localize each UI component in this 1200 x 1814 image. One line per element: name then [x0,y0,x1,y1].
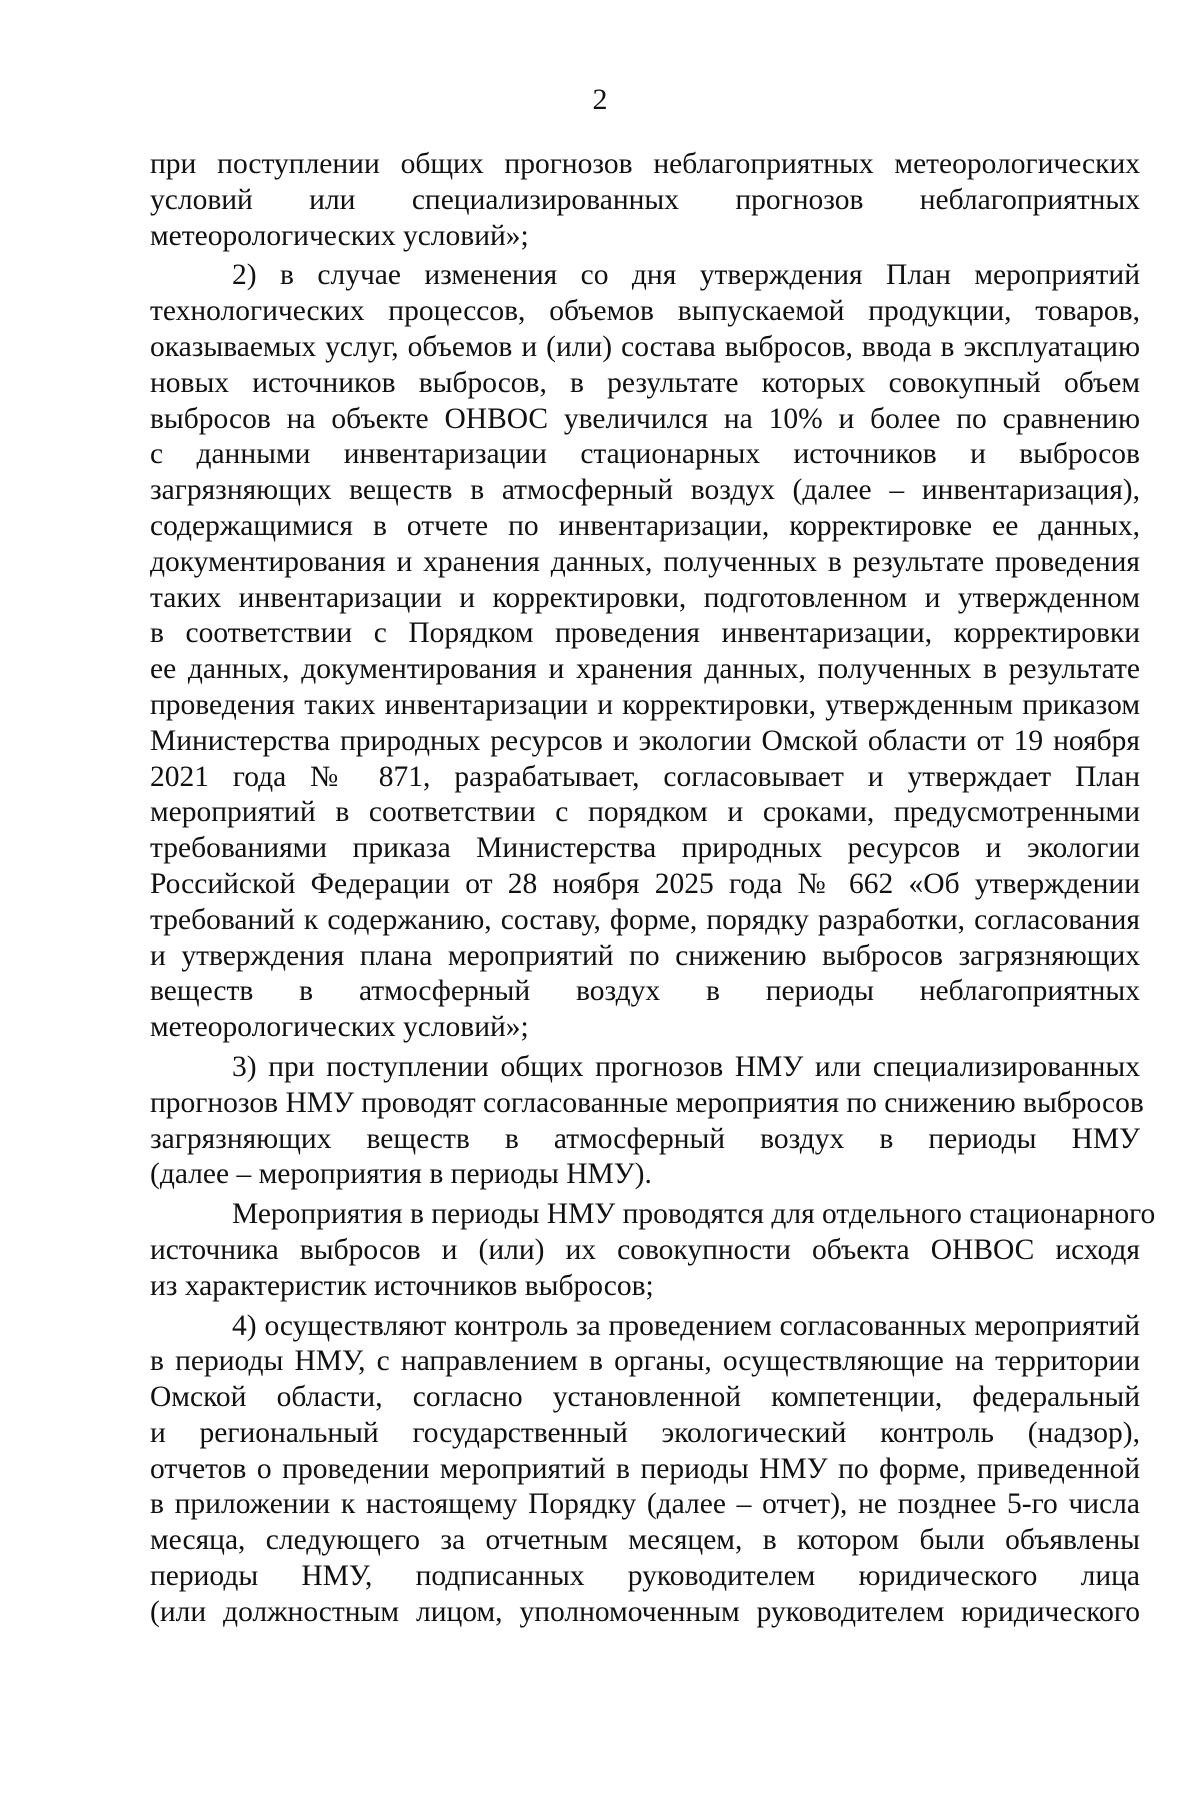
text-line: в соответствии с Порядком проведения инвентаризации, корректировки [150,617,1140,650]
text-line: (или должностным лицом, уполномоченным руководителем юридического [150,1595,1140,1628]
text-line: и утверждения плана мероприятий по снижению выбросов загрязняющих [150,939,1140,972]
paragraph [150,258,1140,1046]
paragraph [150,1197,1156,1304]
text-line: загрязняющих веществ в атмосферный воздух в периоды НМУ [150,1122,1140,1155]
document-body [150,147,1156,1635]
text-line: (далее – мероприятия в периоды НМУ). [150,1158,652,1191]
text-line: технологических процессов, объемов выпускаемой продукции, товаров, [150,295,1140,328]
paragraph [150,147,1140,254]
text-line: при поступлении общих прогнозов неблагоприятных метеорологических [150,148,1140,180]
text-line: мероприятий в соответствии с порядком и сроками, предусмотренными [150,796,1140,829]
text-line: требованиями приказа Министерства природных ресурсов и экологии [150,832,1140,865]
text-line: веществ в атмосферный воздух в периоды неблагоприятных [150,975,1140,1008]
text-line: требований к содержанию, составу, форме, порядку разработки, согласования [150,903,1140,936]
text-line: оказываемых услуг, объемов и (или) состава выбросов, ввода в эксплуатацию [150,330,1140,363]
text-line: проведения таких инвентаризации и корректировки, утвержденным приказом [150,688,1140,721]
text-line: метеорологических условий»; [150,219,529,252]
text-line: таких инвентаризации и корректировки, подготовленном и утвержденном [150,581,1140,614]
text-line: Министерства природных ресурсов и экологии Омской области от 19 ноября [150,724,1140,757]
text-line: в приложении к настоящему Порядку (далее – отчет), не позднее 5-го числа [150,1488,1140,1521]
text-line: с данными инвентаризации стационарных источников и выбросов [150,438,1140,471]
text-line: содержащимися в отчете по инвентаризации, корректировке ее данных, [150,509,1140,542]
text-line: месяца, следующего за отчетным месяцем, в котором были объявлены [150,1524,1140,1557]
page-number: 2 [592,83,608,116]
text-line: в периоды НМУ, с направлением в органы, осуществляющие на территории [150,1345,1140,1378]
text-line: Мероприятия в периоды НМУ проводятся для отдельного стационарного [232,1198,1156,1231]
text-line: выбросов на объекте ОНВОС увеличился на 10% и более по сравнению [150,402,1140,435]
text-line: Российской Федерации от 28 ноября 2025 года № 662 «Об утверждении [150,867,1140,900]
text-line: документирования и хранения данных, полученных в результате проведения [150,545,1140,578]
text-line: новых источников выбросов, в результате которых совокупный объем [150,366,1140,399]
paragraph [150,1309,1140,1631]
text-line: 4) осуществляют контроль за проведением согласованных мероприятий [232,1309,1140,1342]
text-line: из характеристик источников выбросов; [150,1269,654,1302]
text-line: загрязняющих веществ в атмосферный воздух (далее – инвентаризация), [150,474,1140,507]
text-line: отчетов о проведении мероприятий в периоды НМУ по форме, приведенной [150,1452,1140,1485]
paragraph [150,1050,1144,1193]
text-line: и региональный государственный экологический контроль (надзор), [150,1416,1140,1449]
text-line: метеорологических условий»; [150,1011,529,1044]
text-line: 2021 года № 871, разрабатывает, согласовывает и утверждает План [150,760,1140,793]
text-line: прогнозов НМУ проводят согласованные мероприятия по снижению выбросов [150,1086,1144,1119]
text-line: периоды НМУ, подписанных руководителем юридического лица [150,1560,1140,1593]
text-line: 3) при поступлении общих прогнозов НМУ или специализированных [232,1050,1140,1083]
text-line: Омской области, согласно установленной компетенции, федеральный [150,1381,1140,1414]
text-line: источника выбросов и (или) их совокупности объекта ОНВОС исходя [150,1233,1140,1266]
text-line: условий или специализированных прогнозов неблагоприятных [150,183,1140,216]
text-line: ее данных, документирования и хранения данных, полученных в результате [150,653,1140,686]
text-line: 2) в случае изменения со дня утверждения План мероприятий [232,259,1140,292]
